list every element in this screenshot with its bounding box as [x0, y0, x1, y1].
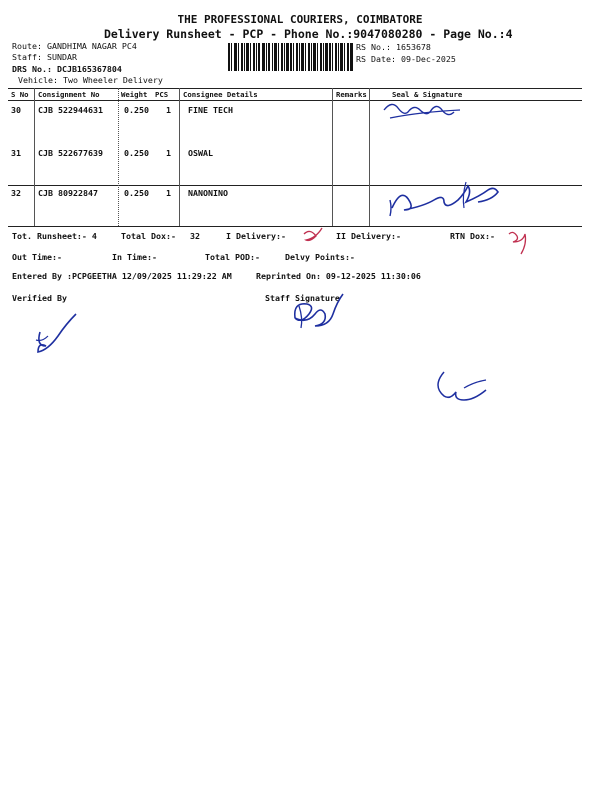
col-sno: S No: [11, 90, 29, 99]
rtn-dox: RTN Dox:-: [450, 231, 495, 241]
red-tick-mark: [300, 226, 330, 248]
row-weight: 0.250: [124, 188, 149, 198]
i-delivery: I Delivery:-: [226, 231, 286, 241]
handwritten-phone-2: 9500948409: [478, 219, 555, 233]
row-consignee: OSWAL: [188, 148, 213, 158]
handwritten-signatures: [370, 96, 595, 241]
row-pcs: 1: [166, 188, 171, 198]
tot-runsheet: Tot. Runsheet:- 4: [12, 231, 97, 241]
col-consignment: Consignment No: [38, 90, 100, 99]
col-consignee: Consignee Details: [183, 90, 258, 99]
in-time: In Time:-: [112, 252, 157, 262]
ii-delivery: II Delivery:-: [336, 231, 401, 241]
total-dox-label: Total Dox:-: [121, 231, 176, 241]
col-remarks: Remarks: [336, 90, 367, 99]
staff-signature-scrawl: [285, 288, 355, 338]
row-sno: 32: [11, 188, 21, 198]
red-tick-mark-2: [505, 226, 533, 258]
row-consignee: NANONINO: [188, 188, 228, 198]
out-time: Out Time:-: [12, 252, 62, 262]
col-weight: Weight: [121, 90, 148, 99]
total-pod: Total POD:-: [205, 252, 260, 262]
entered-by: Entered By :PCPGEETHA 12/09/2025 11:29:22 AM: [12, 271, 232, 281]
company-name: THE PROFESSIONAL COURIERS, COIMBATORE: [177, 13, 423, 26]
delvy-points: Delvy Points:-: [285, 252, 355, 262]
row-consignee: FINE TECH: [188, 105, 233, 115]
vehicle-label: Vehicle: Two Wheeler Delivery: [18, 75, 163, 85]
handwritten-name: P. Gunaseelan: [374, 122, 522, 146]
rs-date: RS Date: 09-Dec-2025: [356, 54, 456, 64]
verified-by-label: Verified By: [12, 293, 67, 303]
row-weight: 0.250: [124, 105, 149, 115]
row-consignment: CJB 522677639: [38, 148, 103, 158]
row-sno: 30: [11, 105, 21, 115]
verified-signature: [30, 312, 80, 357]
handwritten-phone-1: 9597726877: [378, 161, 548, 190]
runsheet-title: Delivery Runsheet - PCP - Phone No.:9047080280 - Page No.:4: [104, 27, 513, 41]
row-pcs: 1: [166, 105, 171, 115]
staff-label: Staff: SUNDAR: [12, 52, 77, 62]
bottom-ink-mark: [430, 366, 490, 406]
row-sno: 31: [11, 148, 21, 158]
rs-number: RS No.: 1653678: [356, 42, 431, 52]
reprinted-on: Reprinted On: 09-12-2025 11:30:06: [256, 271, 421, 281]
drs-number: DRS No.: DCJB165367804: [12, 64, 122, 74]
row-consignment: CJB 80922847: [38, 188, 98, 198]
barcode: [228, 43, 353, 71]
route-label: Route: GANDHIMA NAGAR PC4: [12, 41, 137, 51]
row-weight: 0.250: [124, 148, 149, 158]
row-consignment: CJB 522944631: [38, 105, 103, 115]
total-dox-value: 32: [190, 231, 200, 241]
staff-signature-label: Staff Signature: [265, 293, 340, 303]
col-seal-signature: Seal & Signature: [392, 90, 463, 99]
row-pcs: 1: [166, 148, 171, 158]
col-pcs: PCS: [155, 90, 169, 99]
